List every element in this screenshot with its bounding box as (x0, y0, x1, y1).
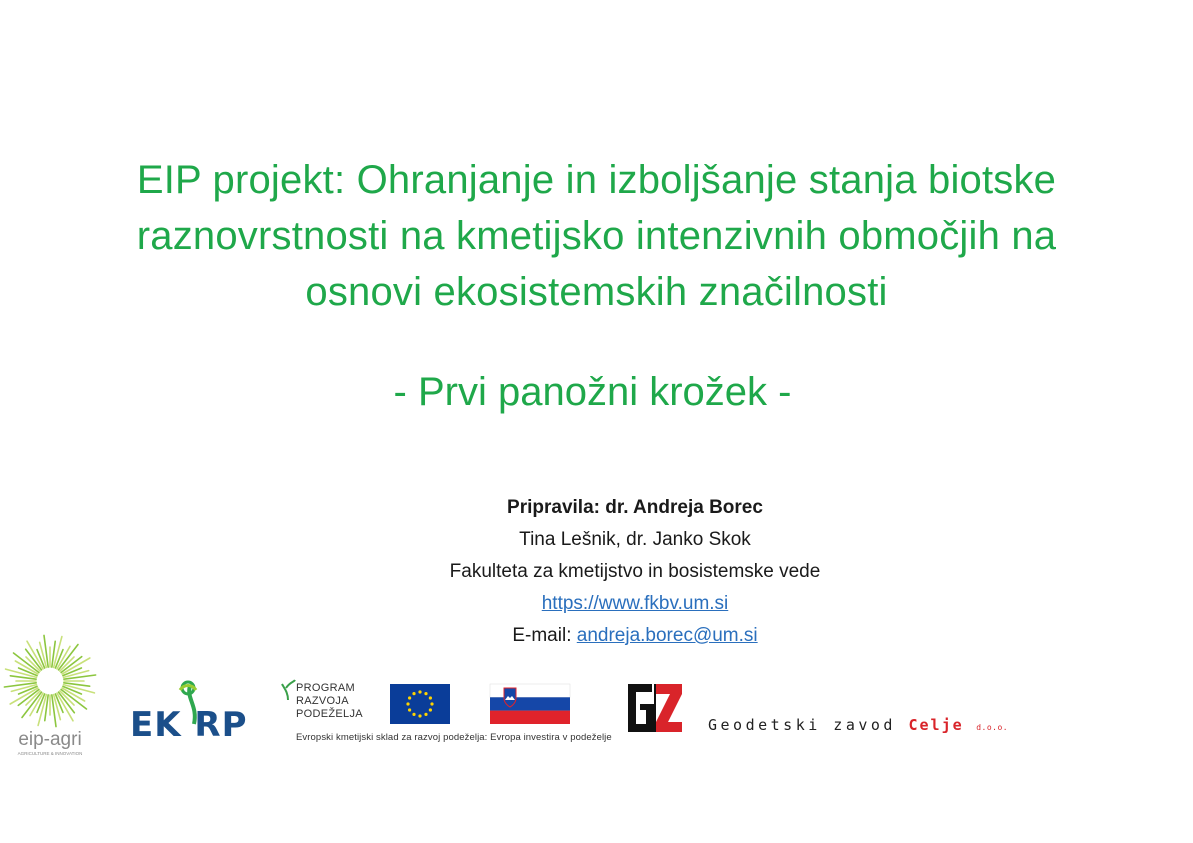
gz-name: Geodetski zavod (708, 716, 909, 734)
gz-city: Celje (908, 716, 964, 734)
slide-title (40, 152, 1153, 320)
slide-subtitle: - Prvi panožni krožek - (393, 370, 792, 414)
website-link[interactable]: https://www.fkbv.um.si (541, 593, 729, 614)
gz-suffix: d.o.o. (976, 723, 1009, 732)
prp-line-3: PODEŽELJA (296, 708, 363, 720)
prp-caption: Evropski kmetijski sklad za razvoj podeželja: Evropa investira v podeželje (296, 732, 612, 743)
gz-wordmark (708, 716, 1008, 734)
title-line-2: raznovrstnosti na kmetijsko intenzivnih območjih na (136, 214, 1057, 258)
gz-mark-text: GZ (654, 736, 656, 737)
email-label: E-mail: (512, 625, 577, 646)
credits-block (375, 492, 895, 652)
eip-agri-logo (2, 633, 98, 757)
eip-agri-wordmark: eip-agri (18, 729, 82, 750)
eu-flag-icon (390, 684, 450, 724)
faculty: Fakulteta za kmetijstvo in bosistemske vede (449, 561, 821, 582)
authors: Tina Lešnik, dr. Janko Skok (519, 529, 751, 550)
title-line-3: osnovi ekosistemskih značilnosti (305, 270, 888, 314)
prp-logo-group (280, 676, 612, 746)
prepared-by: Pripravila: dr. Andreja Borec (507, 497, 763, 518)
eip-agri-tagline: AGRICULTURE & INNOVATION (17, 751, 83, 756)
prp-line-1: PROGRAM (296, 682, 355, 694)
ekrp-logo (128, 680, 252, 744)
slovenia-flag-icon (490, 684, 570, 724)
email-row (375, 620, 895, 652)
ekrp-wordmark: EK RP (130, 705, 248, 745)
email-link[interactable]: andreja.borec@um.si (576, 625, 758, 646)
gz-logo-mark (624, 680, 684, 736)
prp-line-2: RAZVOJA (296, 695, 349, 707)
title-line-1: EIP projekt: Ohranjanje in izboljšanje stanja biotske (136, 158, 1057, 202)
sprout-icon (280, 678, 296, 700)
website-row (375, 588, 895, 620)
prp-title (296, 682, 363, 721)
